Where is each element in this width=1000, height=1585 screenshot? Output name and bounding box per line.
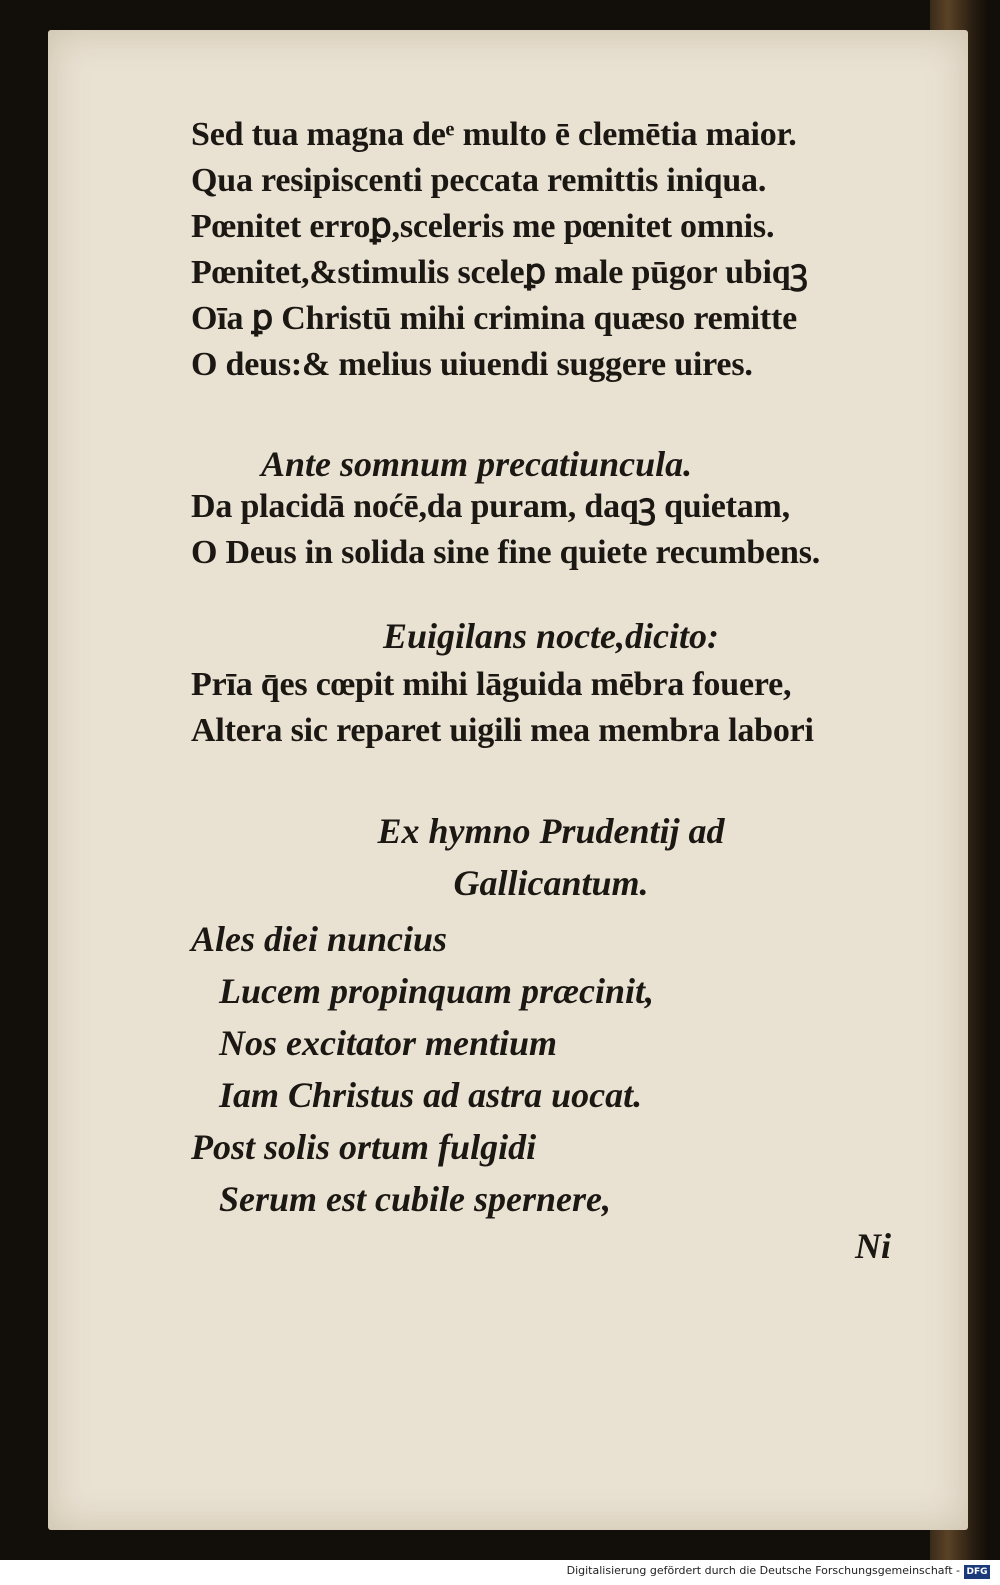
hymn-verse — [191, 913, 911, 1225]
prayer-stanza — [191, 662, 911, 754]
book-page — [48, 30, 968, 1530]
text-line: O deus:& melius uiuendi suggere uires. — [191, 346, 753, 383]
text-line: Da placidā noćē,da puram, daqꝫ quietam, — [191, 488, 790, 525]
verse-line: Lucem propinquam præcinit, — [219, 971, 655, 1011]
text-line: O Deus in solida sine fine quiete recumbens. — [191, 534, 821, 571]
text-line: Prīa q̄es cœpit mihi lāguida mēbra fouere, — [191, 666, 792, 703]
text-line: Pœnitet erroꝑ,sceleris me pœnitet omnis. — [191, 208, 775, 245]
text-line: Sed tua magna deᵉ multo ē clemētia maior. — [191, 116, 797, 153]
text-line: Oīa ꝑ Christū mihi crimina quæso remitte — [191, 300, 798, 337]
heading-text: Euigilans nocte,dicito: — [382, 616, 720, 656]
text-line: Qua resipiscenti peccata remittis iniqua. — [191, 162, 767, 199]
prayer-stanza — [191, 112, 911, 388]
section-heading — [191, 610, 911, 662]
text-line: Pœnitet,&stimulis sceleꝑ male pūgor ubiqꝫ — [191, 254, 808, 291]
text-line: Altera sic reparet uigili mea membra labori — [191, 712, 814, 749]
catchword: Ni — [855, 1226, 891, 1266]
verse-line: Ales diei nuncius — [191, 919, 448, 959]
dfg-logo: DFG — [964, 1565, 990, 1579]
prayer-stanza — [191, 484, 911, 576]
section-heading — [191, 805, 911, 909]
verse-line: Nos excitator mentium — [219, 1023, 558, 1063]
footer-bar — [0, 1560, 1000, 1585]
verse-line: Iam Christus ad astra uocat. — [219, 1075, 643, 1115]
funding-notice: Digitalisierung gefördert durch die Deutsche Forschungsgemeinschaft - — [566, 1564, 960, 1577]
heading-text: Ex hymno Prudentij ad — [377, 811, 725, 851]
heading-text: Gallicantum. — [453, 863, 649, 903]
section-heading — [191, 438, 911, 490]
verse-line: Serum est cubile spernere, — [219, 1179, 611, 1219]
verse-line: Post solis ortum fulgidi — [191, 1127, 537, 1167]
heading-text: Ante somnum precatiuncula. — [261, 444, 693, 484]
